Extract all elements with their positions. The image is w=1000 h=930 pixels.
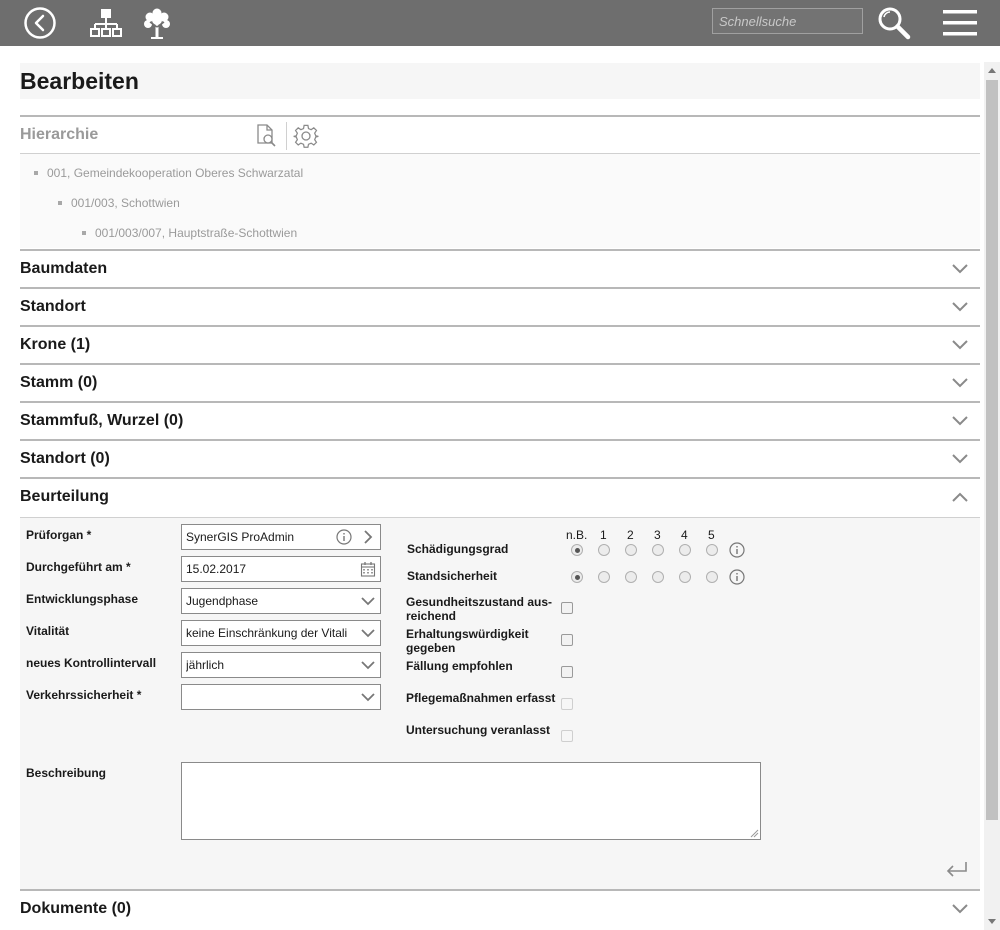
section-label: Baumdaten <box>20 260 108 277</box>
durchgefuehrt-label: Durchgeführt am * <box>26 560 131 574</box>
schaedigungsgrad-radio-2[interactable] <box>625 544 637 556</box>
vitalitaet-label: Vitalität <box>26 624 70 638</box>
tree-bullet <box>58 201 62 205</box>
rating-header: 4 <box>681 528 688 542</box>
section-label: Standort <box>20 298 86 315</box>
schaedigungsgrad-radio-3[interactable] <box>652 544 664 556</box>
erhaltungswuerdigkeit-label: Erhaltungswürdigkeit gegeben <box>406 627 529 655</box>
beschreibung-textarea[interactable] <box>181 762 761 840</box>
schaedigungsgrad-radio-nb[interactable] <box>571 544 583 556</box>
pruforgan-label: Prüforgan * <box>26 528 92 542</box>
hierarchy-header <box>20 115 980 154</box>
standsicherheit-radio-2[interactable] <box>625 571 637 583</box>
header-divider <box>286 122 287 150</box>
chevron-down-icon[interactable] <box>952 451 968 467</box>
faellung-checkbox[interactable] <box>561 666 573 678</box>
tree-item-label: 001, Gemeindekooperation Oberes Schwarzatal <box>47 166 304 180</box>
vitalitaet-value: keine Einschränkung der Vitali <box>186 626 348 640</box>
untersuchung-checkbox[interactable] <box>561 730 573 742</box>
return-icon[interactable] <box>944 858 970 880</box>
section-stamm[interactable] <box>20 363 980 401</box>
gesundheitszustand-checkbox[interactable] <box>561 602 573 614</box>
faellung-label: Fällung empfohlen <box>406 659 513 673</box>
section-standort-count[interactable] <box>20 439 980 477</box>
kontrollintervall-value: jährlich <box>186 658 225 672</box>
section-label: Krone (1) <box>20 336 91 353</box>
page-header <box>20 63 980 99</box>
section-label: Beurteilung <box>20 488 109 505</box>
beurteilung-form <box>20 517 980 889</box>
verkehrssicherheit-select[interactable] <box>181 684 381 710</box>
scroll-down-arrow[interactable] <box>988 919 996 924</box>
standsicherheit-radio-3[interactable] <box>652 571 664 583</box>
chevron-down-icon[interactable] <box>952 261 968 277</box>
scrollbar[interactable] <box>984 62 1000 930</box>
tree-item-level-3[interactable] <box>82 226 297 240</box>
pflegemassnahmen-checkbox[interactable] <box>561 698 573 710</box>
chevron-up-icon[interactable] <box>952 489 968 505</box>
info-icon[interactable] <box>336 529 352 545</box>
section-label: Dokumente (0) <box>20 900 132 917</box>
tree-bullet <box>82 231 86 235</box>
rating-header: 1 <box>600 528 607 542</box>
rating-header: 2 <box>627 528 634 542</box>
entwicklung-select[interactable] <box>181 588 381 614</box>
tree-bullet <box>34 171 38 175</box>
kontrollintervall-select[interactable] <box>181 652 381 678</box>
page-title: Bearbeiten <box>20 68 139 94</box>
scroll-up-arrow[interactable] <box>988 68 996 73</box>
hierarchy-icon[interactable] <box>88 5 124 41</box>
scroll-thumb[interactable] <box>986 80 998 820</box>
erhaltungswuerdigkeit-checkbox[interactable] <box>561 634 573 646</box>
durchgefuehrt-date-field[interactable] <box>181 556 381 582</box>
chevron-down-icon[interactable] <box>360 657 376 673</box>
chevron-right-icon[interactable] <box>360 529 376 545</box>
section-standort[interactable] <box>20 287 980 325</box>
back-icon[interactable] <box>22 5 58 41</box>
schaedigungsgrad-radio-1[interactable] <box>598 544 610 556</box>
standsicherheit-label: Standsicherheit <box>407 569 498 583</box>
chevron-down-icon[interactable] <box>952 413 968 429</box>
top-toolbar <box>0 0 1000 46</box>
edit-page <box>0 46 1000 930</box>
rating-header: 5 <box>708 528 715 542</box>
schaedigungsgrad-radio-4[interactable] <box>679 544 691 556</box>
resize-handle-icon[interactable] <box>750 829 759 838</box>
search-input[interactable] <box>712 8 863 34</box>
chevron-down-icon[interactable] <box>360 625 376 641</box>
beschreibung-label: Beschreibung <box>26 766 107 780</box>
pflegemassnahmen-label: Pflegemaßnahmen erfasst <box>406 691 556 705</box>
gesundheitszustand-label: Gesundheitszustand aus- reichend <box>406 595 553 623</box>
standsicherheit-radio-5[interactable] <box>706 571 718 583</box>
hierarchy-label: Hierarchie <box>20 126 99 143</box>
chevron-down-icon[interactable] <box>952 337 968 353</box>
section-label: Stamm (0) <box>20 374 98 391</box>
entwicklung-value: Jugendphase <box>186 594 259 608</box>
section-label: Standort (0) <box>20 450 110 467</box>
entwicklung-label: Entwicklungsphase <box>26 592 139 606</box>
standsicherheit-radio-1[interactable] <box>598 571 610 583</box>
tree-item-label: 001/003, Schottwien <box>71 196 180 210</box>
pruforgan-value: SynerGIS ProAdmin <box>186 530 295 544</box>
section-krone[interactable] <box>20 325 980 363</box>
menu-icon[interactable] <box>942 5 978 41</box>
rating-header: n.B. <box>566 528 588 542</box>
info-icon[interactable] <box>729 569 745 585</box>
gear-icon[interactable] <box>293 123 319 149</box>
verkehrssicherheit-label: Verkehrssicherheit * <box>26 688 142 702</box>
standsicherheit-radio-4[interactable] <box>679 571 691 583</box>
chevron-down-icon[interactable] <box>952 375 968 391</box>
schaedigungsgrad-label: Schädigungsgrad <box>407 542 509 556</box>
section-stammfuss-wurzel[interactable] <box>20 401 980 439</box>
chevron-down-icon[interactable] <box>360 689 376 705</box>
schaedigungsgrad-radio-5[interactable] <box>706 544 718 556</box>
tree-icon[interactable] <box>139 5 175 41</box>
chevron-down-icon[interactable] <box>360 593 376 609</box>
section-label: Stammfuß, Wurzel (0) <box>20 412 184 429</box>
hierarchy-tree <box>20 154 980 248</box>
tree-item-level-2[interactable] <box>58 196 180 210</box>
chevron-down-icon[interactable] <box>952 901 968 917</box>
rating-header: 3 <box>654 528 661 542</box>
tree-item-level-1[interactable] <box>34 166 303 180</box>
search-icon[interactable] <box>876 5 912 41</box>
durchgefuehrt-value: 15.02.2017 <box>186 562 247 576</box>
section-beurteilung[interactable] <box>20 477 980 515</box>
tree-item-label: 001/003/007, Hauptstraße-Schottwien <box>95 226 298 240</box>
pruforgan-field[interactable] <box>181 524 381 550</box>
kontrollintervall-label: neues Kontrollintervall <box>26 656 157 670</box>
section-baumdaten[interactable] <box>20 249 980 287</box>
document-search-icon[interactable] <box>254 123 278 147</box>
chevron-down-icon[interactable] <box>952 299 968 315</box>
section-dokumente[interactable] <box>20 889 980 927</box>
vitalitaet-select[interactable] <box>181 620 381 646</box>
info-icon[interactable] <box>729 542 745 558</box>
calendar-icon[interactable] <box>360 561 376 577</box>
untersuchung-label: Untersuchung veranlasst <box>406 723 551 737</box>
standsicherheit-radio-nb[interactable] <box>571 571 583 583</box>
